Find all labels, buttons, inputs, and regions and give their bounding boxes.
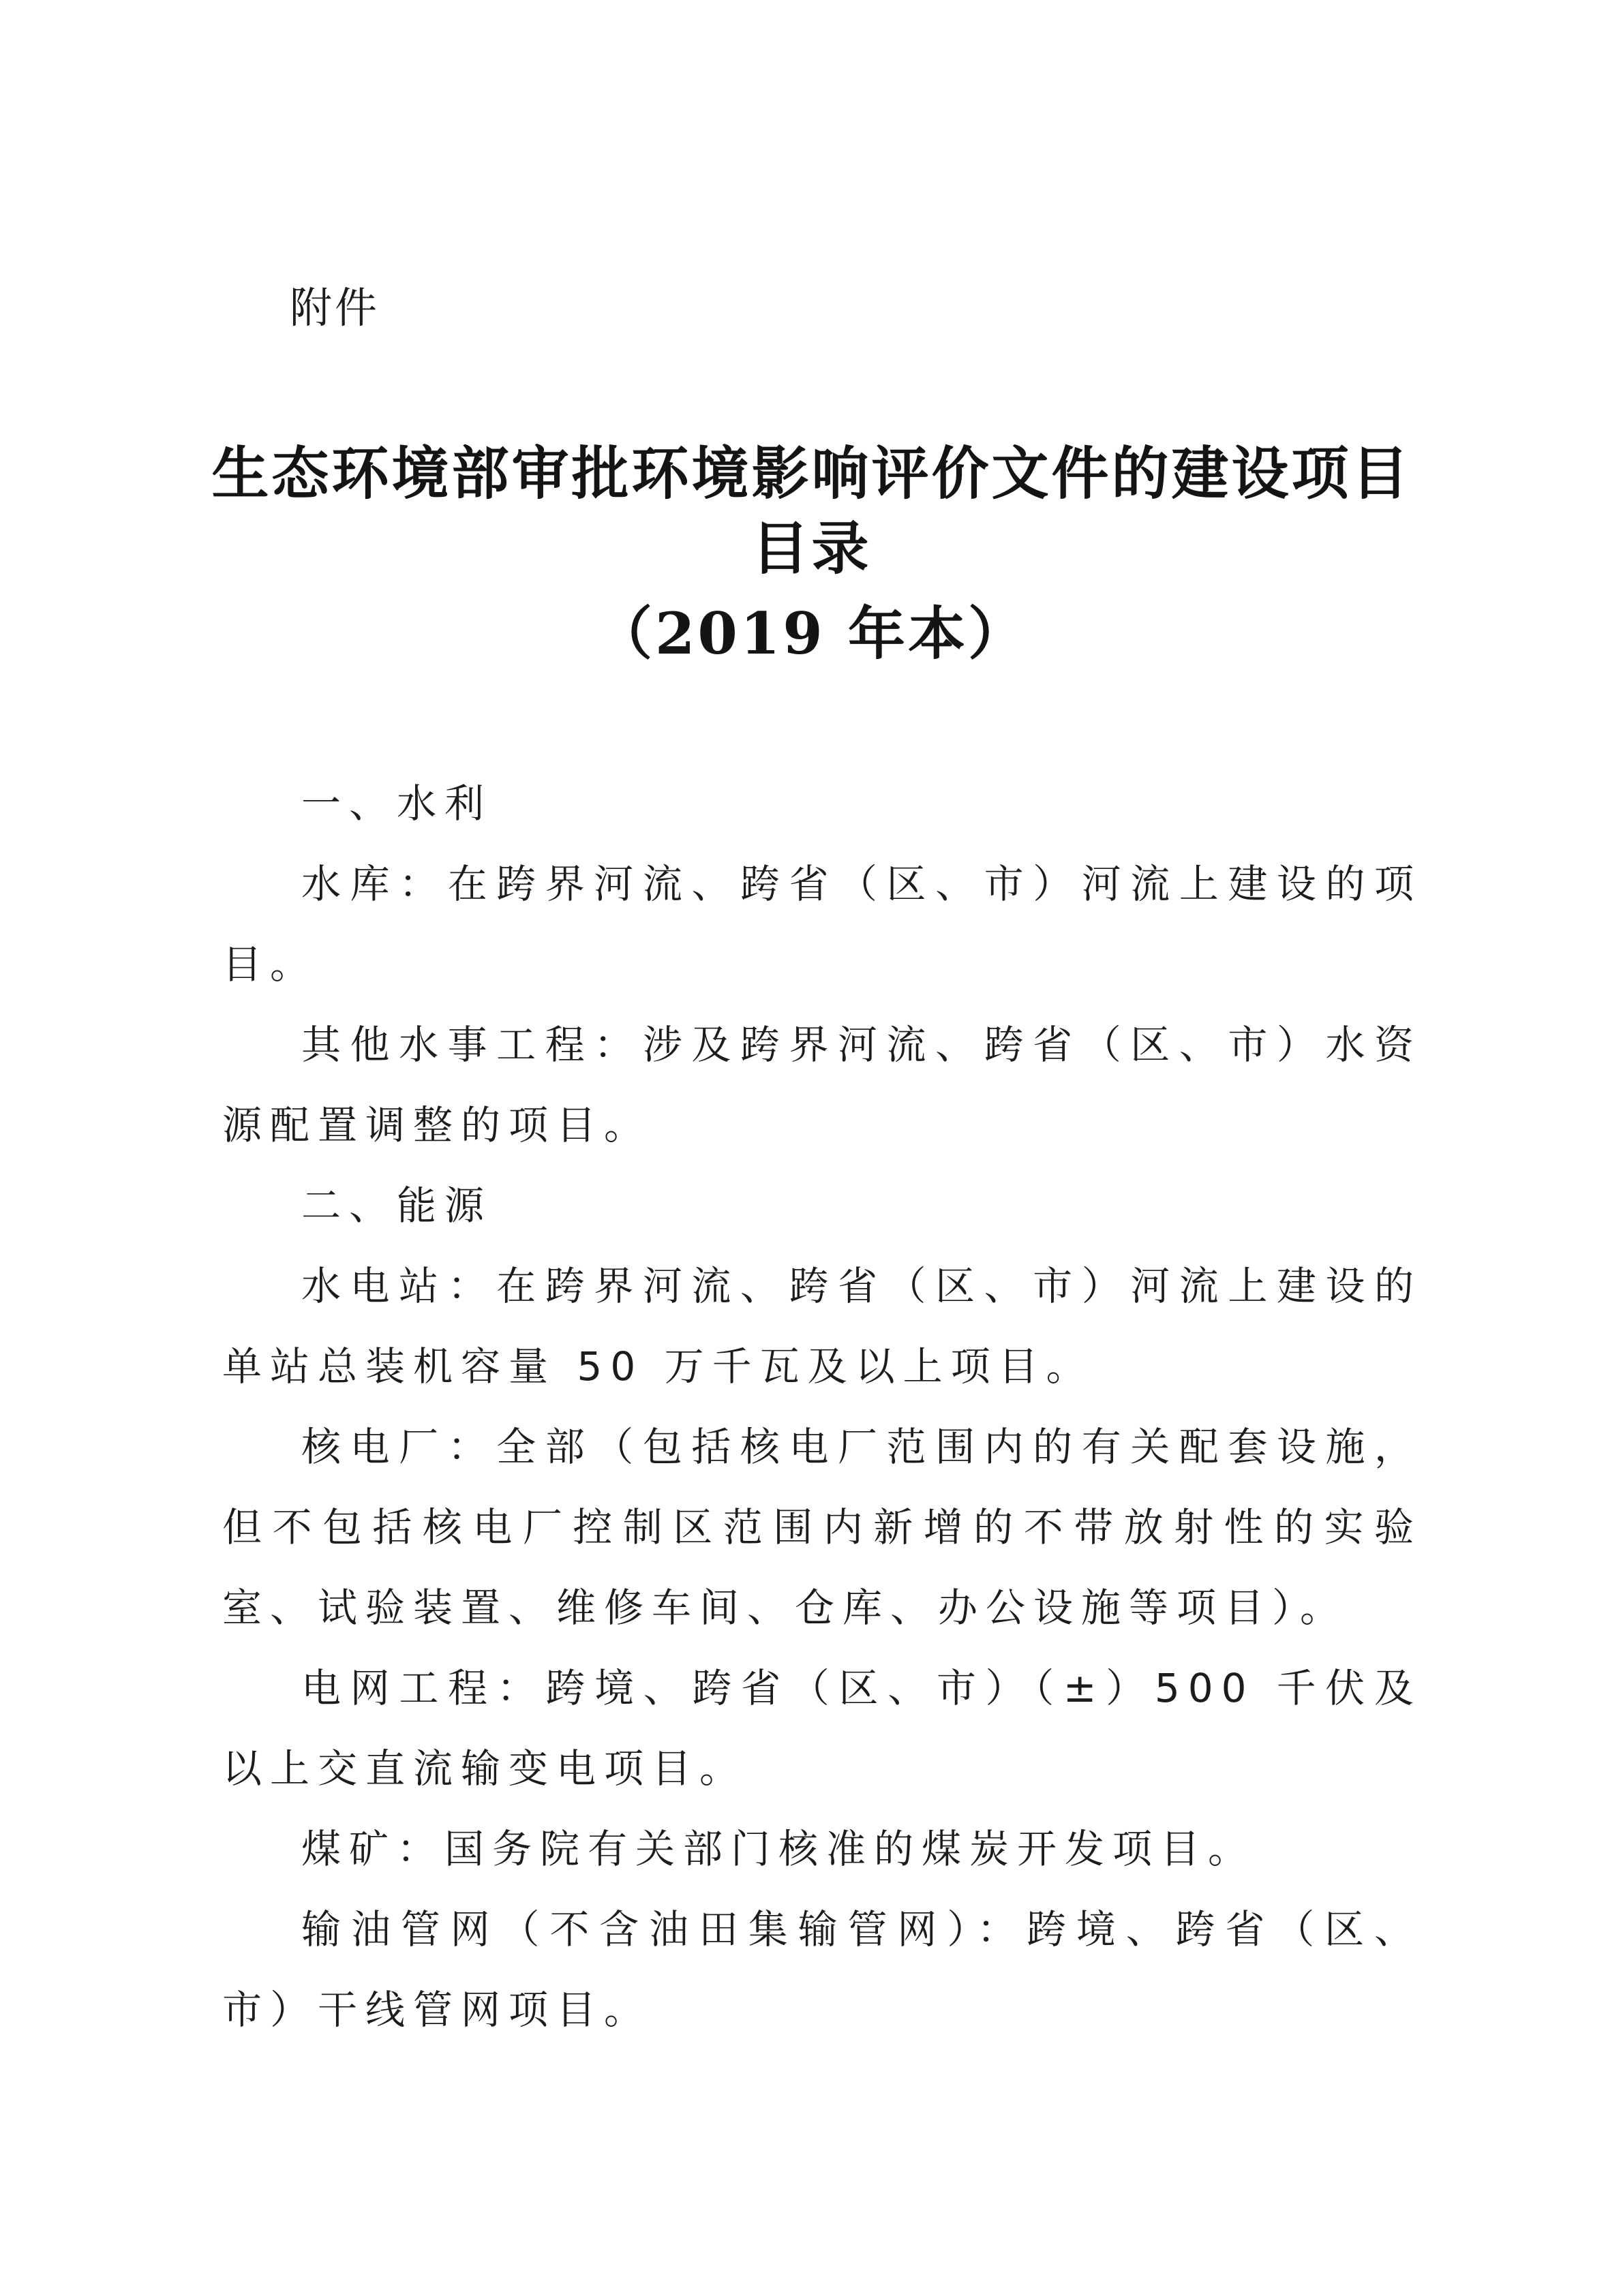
item-hydropower: 水电站：在跨界河流、跨省（区、市）河流上建设的单站总装机容量 50 万千瓦及以上项目。 (222, 1263, 1422, 1390)
document-body (222, 763, 1422, 2050)
item-coal-mine: 煤矿：国务院有关部门核准的煤炭开发项目。 (301, 1826, 1256, 1872)
document-title (0, 436, 1623, 675)
section-heading-energy: 二、能源 (301, 1182, 493, 1229)
title-edition: （2019 年本） (594, 600, 1029, 667)
attachment-label: 附件 (290, 283, 380, 333)
item-reservoir: 水库：在跨界河流、跨省（区、市）河流上建设的项目。 (222, 861, 1422, 988)
section-heading-water: 一、水利 (301, 780, 493, 827)
title-line-1: 生态环境部审批环境影响评价文件的建设项目 (211, 440, 1412, 507)
item-oil-pipeline: 输油管网（不含油田集输管网）：跨境、跨省（区、市）干线管网项目。 (222, 1906, 1422, 2033)
item-other-water-works: 其他水事工程：涉及跨界河流、跨省（区、市）水资源配置调整的项目。 (222, 1022, 1422, 1148)
item-power-grid: 电网工程：跨境、跨省（区、市）（±）500 千伏及以上交直流输变电项目。 (222, 1665, 1422, 1792)
title-line-2: 目录 (751, 515, 872, 582)
item-nuclear-plant: 核电厂：全部（包括核电厂范围内的有关配套设施，但不包括核电厂控制区范围内新增的不带放射性的实验室、试验装置、维修车间、仓库、办公设施等项目）。 (222, 1424, 1422, 1631)
